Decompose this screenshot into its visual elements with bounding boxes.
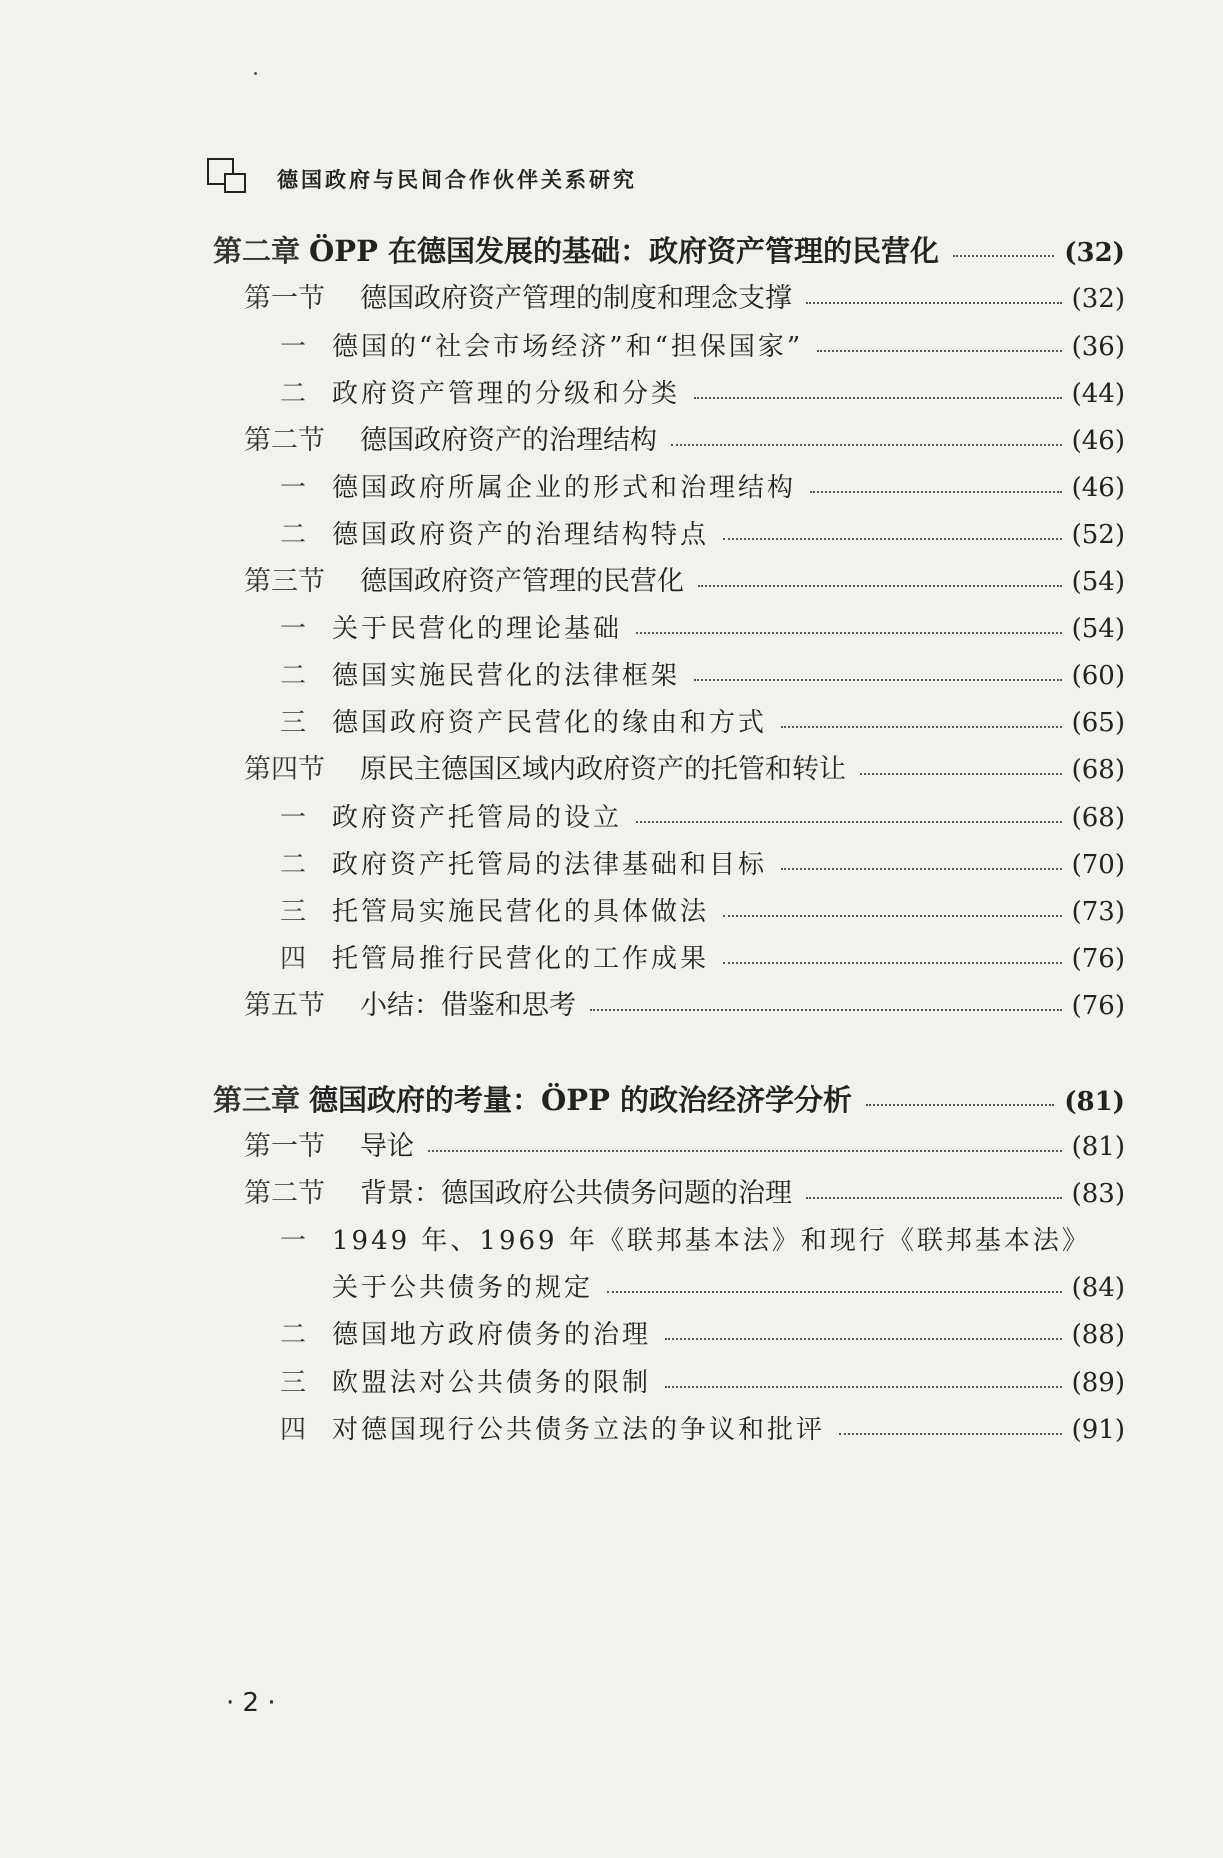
toc-entry-title: 原民主德国区域内政府资产的托管和转让 (360, 754, 846, 785)
toc-entry-number: 二 (280, 1320, 307, 1350)
toc-item-row[interactable] (280, 612, 1125, 646)
toc-item-row[interactable] (280, 659, 1125, 693)
toc-page-number: (76) (1071, 991, 1125, 1021)
toc-item-row[interactable] (280, 848, 1125, 882)
toc-page-number: (54) (1071, 567, 1125, 597)
toc-entry-title: 1949 年、1969 年《联邦基本法》和现行《联邦基本法》 (332, 1226, 1091, 1256)
toc-entry-title: 政府资产托管局的法律基础和目标 (332, 850, 768, 880)
toc-entry-number: 三 (280, 1368, 307, 1398)
toc-page-number: (60) (1071, 661, 1125, 691)
toc-entry-title: 德国政府的考量：ÖPP 的政治经济学分析 (309, 1083, 852, 1117)
toc-item-row[interactable] (280, 895, 1125, 929)
toc-entry-title: 关于民营化的理论基础 (332, 614, 623, 644)
toc-page-number: (68) (1071, 755, 1125, 785)
toc-item-row[interactable] (280, 330, 1125, 364)
toc-leader-dots (806, 302, 1062, 304)
toc-page-number: (70) (1071, 850, 1125, 880)
page-number: · 2 · (226, 1688, 276, 1718)
toc-section-row[interactable] (244, 282, 1125, 316)
toc-entry-number: 四 (280, 944, 307, 974)
toc-entry-title: 欧盟法对公共债务的限制 (332, 1368, 652, 1398)
toc-page-number: (89) (1071, 1368, 1125, 1398)
toc-entry-title: 德国的“社会市场经济”和“担保国家” (332, 332, 804, 362)
toc-leader-dots (723, 962, 1062, 964)
toc-chapter-row[interactable] (213, 1083, 1125, 1119)
toc-entry-title: 托管局实施民营化的具体做法 (332, 897, 710, 927)
toc-page-number: (46) (1071, 426, 1125, 456)
toc-entry-number: 二 (280, 850, 307, 880)
toc-leader-dots (636, 632, 1062, 634)
toc-leader-dots (665, 1386, 1062, 1388)
toc-entry-number: 一 (280, 1226, 307, 1256)
toc-page-number: (32) (1071, 284, 1125, 314)
toc-entry-title: 小结：借鉴和思考 (360, 990, 576, 1021)
toc-leader-dots (817, 350, 1061, 352)
toc-section-row[interactable] (244, 424, 1125, 458)
toc-leader-dots (590, 1009, 1062, 1011)
toc-entry-number: 一 (280, 473, 307, 503)
toc-leader-dots (723, 915, 1062, 917)
toc-item-row[interactable] (280, 1366, 1125, 1400)
toc-entry-number: 二 (280, 520, 307, 550)
toc-entry-number: 二 (280, 379, 307, 409)
toc-page-number: (52) (1071, 520, 1125, 550)
toc-leader-dots (428, 1150, 1062, 1152)
toc-entry-title: 托管局推行民营化的工作成果 (332, 944, 710, 974)
toc-entry-title: 德国政府资产民营化的缘由和方式 (332, 708, 768, 738)
toc-section-row[interactable] (244, 1130, 1125, 1164)
book-logo-icon (207, 158, 253, 192)
toc-entry-number: 一 (280, 803, 307, 833)
toc-entry-number: 第四节 (244, 754, 325, 785)
toc-entry-number: 四 (280, 1415, 307, 1445)
toc-entry-title: 对德国现行公共债务立法的争议和批评 (332, 1415, 826, 1445)
toc-page-number: (84) (1071, 1273, 1125, 1303)
running-header-title: 德国政府与民间合作伙伴关系研究 (277, 168, 637, 192)
toc-item-row[interactable] (280, 942, 1125, 976)
toc-entry-number: 三 (280, 897, 307, 927)
toc-entry-title: 德国政府资产的治理结构特点 (332, 520, 710, 550)
toc-page-number: (83) (1071, 1179, 1125, 1209)
toc-item-row[interactable] (280, 377, 1125, 411)
toc-page-number: (81) (1071, 1132, 1125, 1162)
toc-page-number: (91) (1071, 1415, 1125, 1445)
toc-entry-number: 一 (280, 332, 307, 362)
toc-entry-title: 德国政府资产的治理结构 (360, 425, 657, 456)
toc-leader-dots (810, 491, 1062, 493)
toc-page-number: (68) (1071, 803, 1125, 833)
toc-page-number: (44) (1071, 379, 1125, 409)
toc-entry-title: 背景：德国政府公共债务问题的治理 (360, 1178, 792, 1209)
toc-entry-title: ÖPP 在德国发展的基础：政府资产管理的民营化 (309, 234, 939, 268)
toc-page-number: (88) (1071, 1320, 1125, 1350)
toc-entry-title: 德国实施民营化的法律框架 (332, 661, 681, 691)
toc-leader-dots (781, 726, 1062, 728)
toc-leader-dots (607, 1291, 1062, 1293)
toc-leader-dots (665, 1338, 1062, 1340)
toc-entry-number: 一 (280, 614, 307, 644)
toc-entry-number: 第二节 (244, 1178, 325, 1209)
scan-speck (254, 72, 257, 75)
toc-page-number: (46) (1071, 473, 1125, 503)
toc-page-number: (81) (1064, 1087, 1125, 1117)
toc-leader-dots (866, 1104, 1054, 1106)
toc-section-row[interactable] (244, 989, 1125, 1023)
toc-entry-number: 二 (280, 661, 307, 691)
toc-entry-title: 政府资产管理的分级和分类 (332, 379, 681, 409)
toc-section-row[interactable] (244, 1177, 1125, 1211)
toc-entry-number: 第一节 (244, 283, 325, 314)
toc-page-number: (32) (1064, 238, 1125, 268)
toc-item-row[interactable] (280, 1224, 1125, 1258)
toc-page-number: (36) (1071, 332, 1125, 362)
toc-entry-number: 第二章 (213, 234, 301, 268)
toc-page-number: (73) (1071, 897, 1125, 927)
toc-entry-title: 德国地方政府债务的治理 (332, 1320, 652, 1350)
toc-leader-dots (694, 397, 1062, 399)
toc-leader-dots (671, 444, 1062, 446)
toc-leader-dots (636, 821, 1062, 823)
toc-entry-number: 第五节 (244, 990, 325, 1021)
toc-entry-title: 关于公共债务的规定 (332, 1273, 594, 1303)
toc-page-number: (76) (1071, 944, 1125, 974)
toc-item-row[interactable] (280, 1413, 1125, 1447)
toc-entry-title: 德国政府资产管理的制度和理念支撑 (360, 283, 792, 314)
toc-page-number: (54) (1071, 614, 1125, 644)
toc-entry-number: 三 (280, 708, 307, 738)
toc-item-row[interactable] (280, 1271, 1125, 1305)
toc-entry-number: 第三节 (244, 566, 325, 597)
toc-leader-dots (694, 679, 1062, 681)
toc-entry-number: 第三章 (213, 1083, 301, 1117)
toc-leader-dots (860, 773, 1062, 775)
toc-section-row[interactable] (244, 753, 1125, 787)
toc-item-row[interactable] (280, 471, 1125, 505)
toc-leader-dots (723, 538, 1062, 540)
toc-entry-number: 第二节 (244, 425, 325, 456)
toc-item-row[interactable] (280, 1318, 1125, 1352)
toc-leader-dots (953, 255, 1054, 257)
toc-entry-number: 第一节 (244, 1131, 325, 1162)
toc-item-row[interactable] (280, 518, 1125, 552)
toc-entry-title: 政府资产托管局的设立 (332, 803, 623, 833)
toc-entry-title: 导论 (360, 1131, 414, 1162)
toc-item-row[interactable] (280, 706, 1125, 740)
toc-leader-dots (781, 868, 1062, 870)
toc-leader-dots (698, 585, 1062, 587)
toc-entry-title: 德国政府所属企业的形式和治理结构 (332, 473, 797, 503)
toc-item-row[interactable] (280, 801, 1125, 835)
toc-leader-dots (806, 1197, 1062, 1199)
toc-leader-dots (839, 1433, 1062, 1435)
toc-entry-title: 德国政府资产管理的民营化 (360, 566, 684, 597)
toc-chapter-row[interactable] (213, 234, 1125, 270)
toc-page-number: (65) (1071, 708, 1125, 738)
toc-section-row[interactable] (244, 565, 1125, 599)
